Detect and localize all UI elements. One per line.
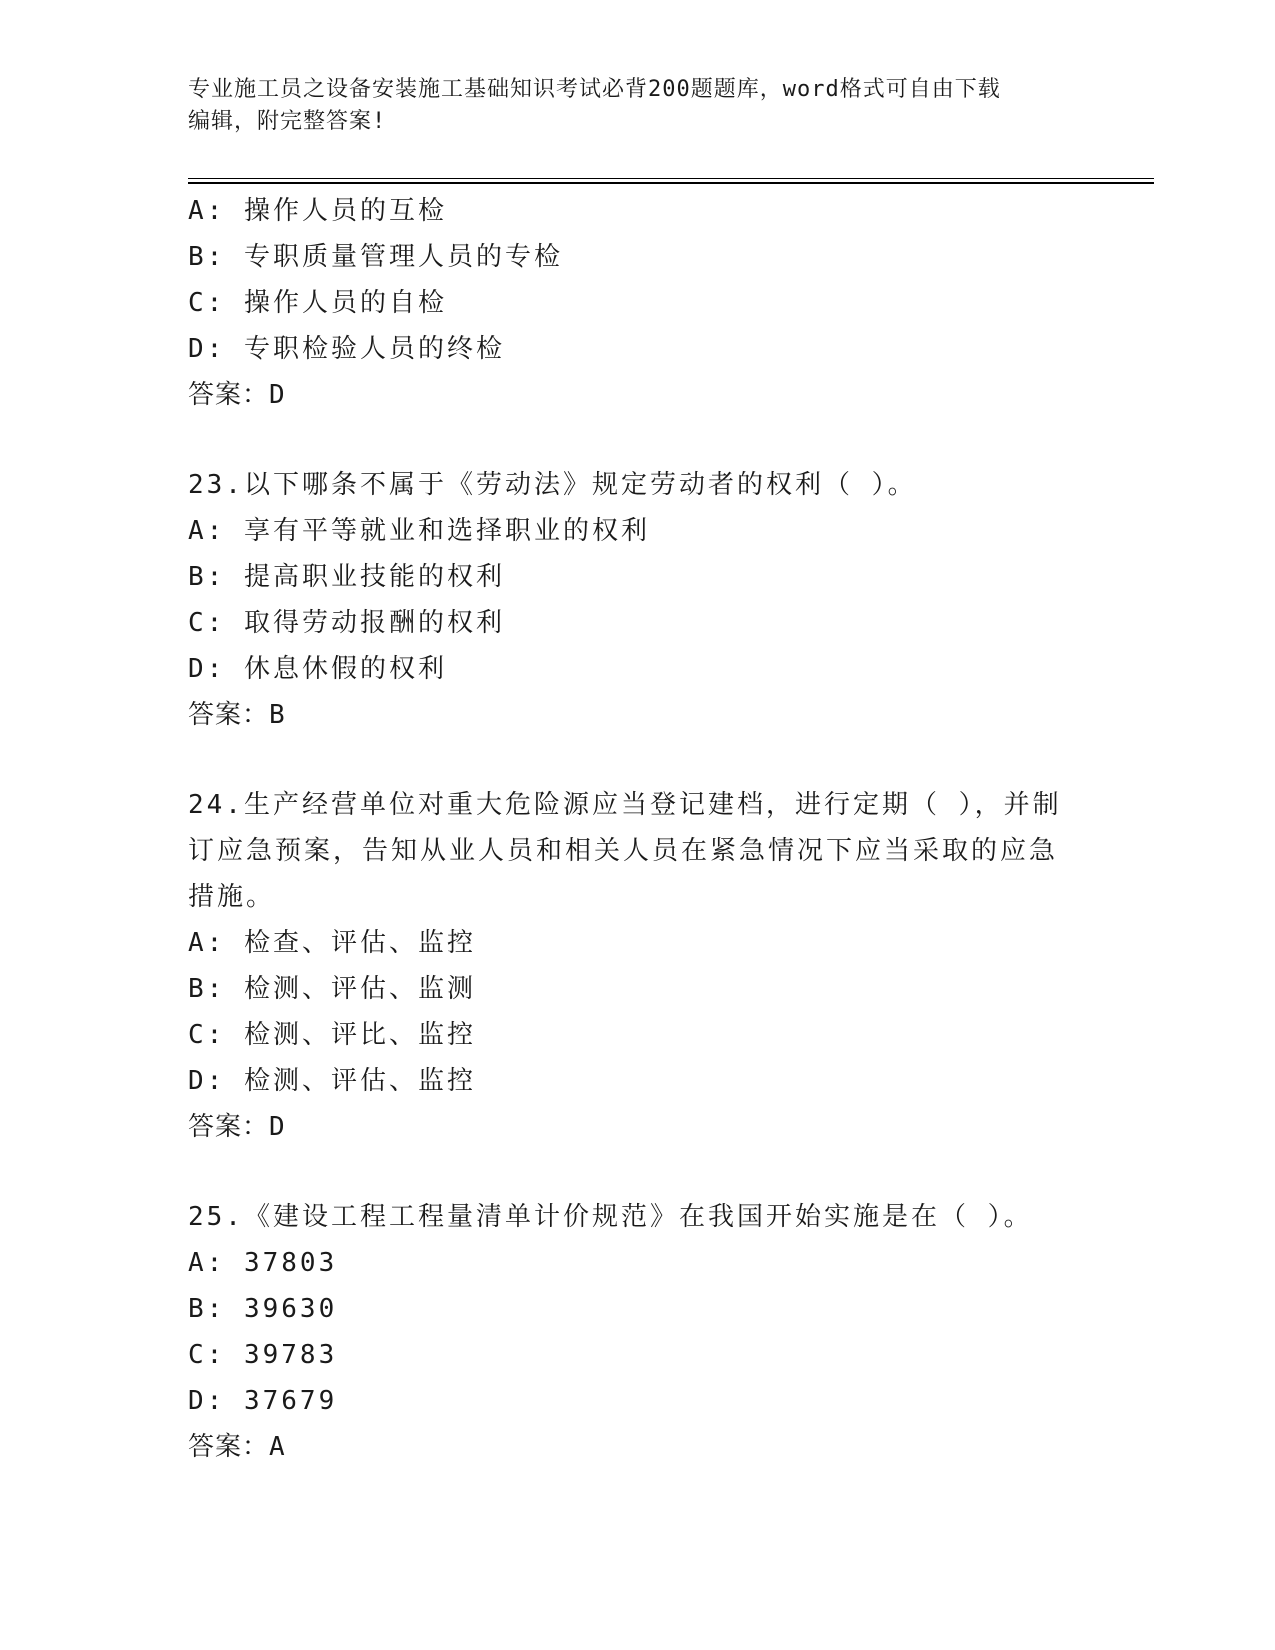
question-25 bbox=[188, 1194, 1088, 1470]
option-d: D: 检测、评估、监控 bbox=[188, 1066, 476, 1096]
question-text: 25.《建设工程工程量清单计价规范》在我国开始实施是在（ ）。 bbox=[188, 1202, 1033, 1232]
option-a: A: 37803 bbox=[188, 1248, 338, 1278]
option-a: A: 操作人员的互检 bbox=[188, 196, 447, 226]
option-a: A: 享有平等就业和选择职业的权利 bbox=[188, 516, 650, 546]
option-d: D: 专职检验人员的终检 bbox=[188, 334, 505, 364]
document-header bbox=[188, 74, 1068, 138]
header-divider-top bbox=[188, 178, 1154, 179]
question-text-line-1: 24.生产经营单位对重大危险源应当登记建档，进行定期（ ），并制 bbox=[188, 790, 1062, 820]
prev-question-block bbox=[188, 188, 1088, 418]
option-c: C: 检测、评比、监控 bbox=[188, 1020, 476, 1050]
question-text: 23.以下哪条不属于《劳动法》规定劳动者的权利（ ）。 bbox=[188, 470, 917, 500]
option-b: B: 提高职业技能的权利 bbox=[188, 562, 505, 592]
spacer bbox=[188, 1150, 1088, 1194]
option-d: D: 37679 bbox=[188, 1386, 338, 1416]
answer-line: 答案：D bbox=[188, 1112, 286, 1142]
question-23 bbox=[188, 462, 1088, 738]
question-list bbox=[188, 188, 1088, 1470]
spacer bbox=[188, 418, 1088, 462]
answer-line: 答案：D bbox=[188, 380, 286, 410]
option-d: D: 休息休假的权利 bbox=[188, 654, 447, 684]
question-text-line-3: 措施。 bbox=[188, 882, 276, 912]
header-line-2: 编辑，附完整答案! bbox=[188, 109, 387, 134]
header-divider-bottom bbox=[188, 182, 1154, 184]
spacer bbox=[188, 738, 1088, 782]
option-b: B: 专职质量管理人员的专检 bbox=[188, 242, 563, 272]
option-b: B: 39630 bbox=[188, 1294, 338, 1324]
question-24 bbox=[188, 782, 1088, 1150]
answer-line: 答案：B bbox=[188, 700, 286, 730]
option-c: C: 取得劳动报酬的权利 bbox=[188, 608, 505, 638]
option-a: A: 检查、评估、监控 bbox=[188, 928, 476, 958]
option-b: B: 检测、评估、监测 bbox=[188, 974, 476, 1004]
answer-line: 答案：A bbox=[188, 1432, 286, 1462]
header-line-1: 专业施工员之设备安装施工基础知识考试必背200题题库，word格式可自由下载 bbox=[188, 77, 1001, 102]
question-text-line-2: 订应急预案，告知从业人员和相关人员在紧急情况下应当采取的应急 bbox=[188, 836, 1059, 866]
option-c: C: 操作人员的自检 bbox=[188, 288, 447, 318]
option-c: C: 39783 bbox=[188, 1340, 338, 1370]
